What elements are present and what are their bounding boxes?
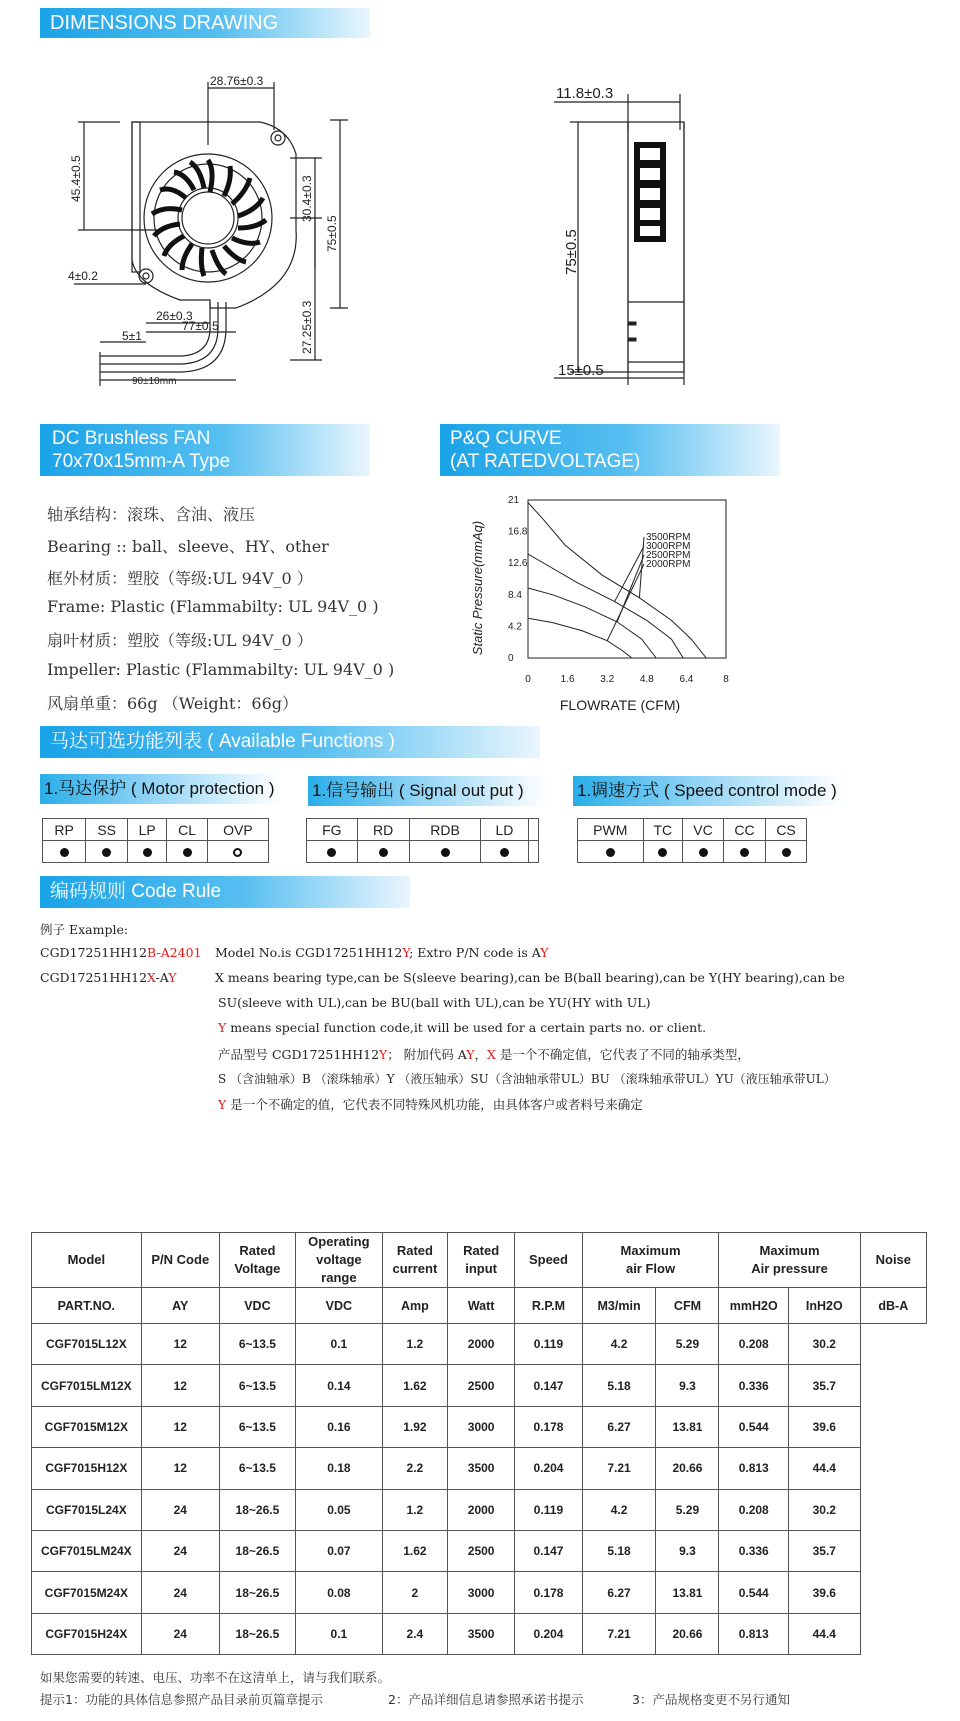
dot-mark [782, 848, 791, 857]
pq-y-tick: 8.4 [508, 589, 522, 601]
value-cell: 5.29 [656, 1489, 719, 1530]
y-rule-line [218, 1020, 706, 1035]
func-item: RP [43, 819, 86, 841]
func-item: CL [167, 819, 208, 841]
spec-frame-cn: 框外材质：塑胶（等级:UL 94V_0 ） [47, 569, 313, 588]
fan-spec-table [31, 1232, 927, 1655]
unit-cell: CFM [656, 1288, 719, 1324]
footer-note-1: 提示1：功能的具体信息参照产品目录前页篇章提示 [40, 1692, 323, 1707]
value-cell: 13.81 [656, 1572, 719, 1613]
footer-note-2: 2：产品详细信息请参照承诺书提示 [388, 1692, 584, 1707]
value-cell: 6~13.5 [219, 1406, 295, 1447]
ex1-desc-part: Y [402, 945, 410, 960]
motor-protection-table [42, 818, 269, 863]
unit-cell: Watt [447, 1288, 514, 1324]
value-cell: 0.813 [719, 1448, 789, 1489]
value-cell: 0.16 [295, 1406, 382, 1447]
dim-26-label: 26±0.3 [156, 309, 193, 323]
spec-impeller-en: Impeller: Plastic (Flammabilty: UL 94V_0 ) [47, 660, 395, 679]
value-cell: 39.6 [788, 1572, 860, 1613]
cn3-part: 是一个不确定的值，它代表不同特殊风机功能，由具体客户或者料号来确定 [226, 1097, 643, 1112]
pq-curve-chart [460, 488, 760, 718]
value-cell: 0.208 [719, 1489, 789, 1530]
dimensions-banner [40, 8, 370, 38]
value-cell: 0.204 [515, 1613, 582, 1654]
pq-x-tick: 6.4 [679, 674, 694, 685]
header-line: input [465, 1261, 498, 1276]
side-height-label: 75±0.5 [563, 229, 580, 275]
table-row [32, 1365, 927, 1406]
dim-height-label: 75±0.5 [325, 215, 339, 252]
cn-rule-line1 [218, 1045, 750, 1063]
pq-title-line2: (AT RATEDVOLTAGE) [450, 451, 641, 472]
dot-mark [500, 848, 509, 857]
value-cell: 7.21 [582, 1448, 656, 1489]
model-cell: CGF7015M24X [32, 1572, 142, 1613]
dot-mark [606, 848, 615, 857]
cn-rule-line2: S （含油轴承）B （滚珠轴承）Y （液压轴承）SU（含油轴承带UL）BU （滚珠轴承带UL）YU（液压轴承带UL） [218, 1072, 836, 1086]
header-line: voltage range [316, 1252, 362, 1285]
dot-mark [143, 848, 152, 857]
cn1-part: ， [474, 1047, 488, 1062]
unit-cell: InH2O [788, 1288, 860, 1324]
value-cell: 13.81 [656, 1406, 719, 1447]
dot-mark [740, 848, 749, 857]
func-item: FG [307, 819, 358, 841]
pq-y-tick: 16.8 [508, 526, 528, 538]
motor-protection-title: 1.马达保护 ( Motor protection ) [40, 774, 280, 804]
value-cell: 0.147 [515, 1365, 582, 1406]
value-cell: 24 [141, 1613, 219, 1654]
value-cell: 2.4 [382, 1613, 447, 1654]
value-cell: 3000 [447, 1406, 514, 1447]
pq-y-tick: 0 [508, 653, 514, 664]
dimensions-title: DIMENSIONS DRAWING [50, 12, 279, 34]
value-cell: 0.08 [295, 1572, 382, 1613]
value-cell: 7.21 [582, 1613, 656, 1654]
value-cell: 0.119 [515, 1489, 582, 1530]
func-item: OVP [207, 819, 268, 841]
pq-x-tick: 0 [525, 674, 531, 685]
model-cell: CGF7015LM24X [32, 1530, 142, 1571]
unit-cell: R.P.M [515, 1288, 582, 1324]
value-cell: 24 [141, 1489, 219, 1530]
cn-rule-line3 [218, 1095, 643, 1113]
value-cell: 1.2 [382, 1324, 447, 1365]
code-rule-title: 编码规则 Code Rule [50, 881, 222, 902]
dim-mid-label: 30.4±0.3 [300, 175, 314, 222]
header-line: Rated [463, 1243, 500, 1258]
unit-cell: Amp [382, 1288, 447, 1324]
y-rule-part: Y [218, 1020, 227, 1035]
cn1-part: 是一个不确定值，它代表了不同的轴承类型， [495, 1047, 750, 1062]
example-2-code [40, 970, 177, 985]
value-cell: 0.1 [295, 1324, 382, 1365]
value-cell: 0.178 [515, 1572, 582, 1613]
func-item [528, 819, 538, 841]
value-cell: 0.05 [295, 1489, 382, 1530]
func-item: TC [643, 819, 683, 841]
example-1-desc [215, 945, 549, 960]
footer-contact: 如果您需要的转速、电压、功率不在这清单上，请与我们联系。 [40, 1670, 391, 1685]
model-cell: CGF7015H12X [32, 1448, 142, 1489]
dim-cable-label: 90±10mm [132, 376, 177, 387]
value-cell: 9.3 [656, 1365, 719, 1406]
value-cell: 5.18 [582, 1365, 656, 1406]
ex1-part: B-A [147, 945, 170, 960]
header-line: Rated [239, 1243, 276, 1258]
x-rule-line2: SU(sleeve with UL),can be BU(ball with UL),can be YU(HY with UL) [218, 995, 651, 1010]
value-cell: 4.2 [582, 1324, 656, 1365]
pq-y-tick: 21 [508, 495, 520, 506]
unit-cell: dB-A [860, 1288, 926, 1324]
value-cell: 0.14 [295, 1365, 382, 1406]
functions-title: 马达可选功能列表 ( Available Functions ) [50, 731, 395, 752]
value-cell: 5.18 [582, 1530, 656, 1571]
dim-hole-label: 4±0.2 [68, 269, 98, 283]
unit-cell: VDC [219, 1288, 295, 1324]
unit-part-no: PART.NO. [32, 1288, 142, 1324]
side-bottom-label: 15±0.5 [558, 362, 604, 379]
func-item: CS [766, 819, 807, 841]
func-item: RD [357, 819, 409, 841]
cn1-part: 产品型号 CGD17251HH12 [218, 1047, 380, 1062]
value-cell: 44.4 [788, 1613, 860, 1654]
value-cell: 12 [141, 1324, 219, 1365]
value-cell: 20.66 [656, 1448, 719, 1489]
header-line: current [392, 1261, 438, 1276]
value-cell: 2000 [447, 1489, 514, 1530]
pq-legend-3500RPM: 3500RPM [646, 532, 691, 543]
value-cell: 30.2 [788, 1489, 860, 1530]
value-cell: 39.6 [788, 1406, 860, 1447]
value-cell: 2500 [447, 1365, 514, 1406]
header-rated-voltage [219, 1233, 295, 1288]
header-noise: Noise [860, 1233, 926, 1288]
ex1-desc-part: Y [540, 945, 549, 960]
header-airpressure [719, 1233, 860, 1288]
pq-legend-3000RPM: 3000RPM [646, 541, 691, 552]
model-cell: CGF7015H24X [32, 1613, 142, 1654]
value-cell: 0.204 [515, 1448, 582, 1489]
dot-mark [658, 848, 667, 857]
pq-y-tick: 12.6 [508, 558, 528, 570]
value-cell: 2 [382, 1572, 447, 1613]
value-cell: 3500 [447, 1448, 514, 1489]
header-line: Maximum [620, 1243, 681, 1258]
speed-control-table [577, 818, 807, 863]
signal-output-table [306, 818, 539, 863]
value-cell: 0.208 [719, 1324, 789, 1365]
ex1-part: 2401 [169, 945, 202, 960]
header-line: Voltage [234, 1261, 281, 1276]
pq-series-line-2500RPM [528, 588, 656, 658]
pq-legend-2000RPM: 2000RPM [646, 559, 691, 570]
model-cell: CGF7015L12X [32, 1324, 142, 1365]
value-cell: 9.3 [656, 1530, 719, 1571]
header-line: air Flow [625, 1261, 676, 1276]
header-line: Operating [308, 1234, 370, 1249]
pq-leader-line [607, 564, 644, 641]
spec-bearing-cn: 轴承结构：滚珠、含油、液压 [47, 505, 256, 524]
value-cell: 6~13.5 [219, 1448, 295, 1489]
pq-x-tick: 4.8 [639, 674, 654, 685]
value-cell: 20.66 [656, 1613, 719, 1654]
pq-series-line-2000RPM [528, 618, 632, 658]
header-rated-input [447, 1233, 514, 1288]
pq-y-axis-label: Static Pressure(mmAq) [470, 520, 485, 656]
table-row [32, 1324, 927, 1365]
dim-2725-label: 27.25±0.3 [300, 300, 314, 354]
ex1-part: CGD17251HH12 [40, 945, 148, 960]
value-cell: 24 [141, 1530, 219, 1571]
header-airflow [582, 1233, 719, 1288]
table-row [32, 1572, 927, 1613]
value-cell: 35.7 [788, 1365, 860, 1406]
value-cell: 0.544 [719, 1572, 789, 1613]
spec-impeller-cn: 扇叶材质：塑胶（等级:UL 94V_0 ） [47, 631, 313, 650]
fan-title-banner [40, 424, 370, 476]
table-row [32, 1406, 927, 1447]
ex2-part: CGD17251HH12 [40, 970, 148, 985]
ex2-part: Y [168, 970, 177, 985]
dim-top-label: 28.76±0.3 [210, 74, 264, 88]
unit-cell: mmH2O [719, 1288, 789, 1324]
value-cell: 0.18 [295, 1448, 382, 1489]
header-line: Rated [396, 1243, 433, 1258]
cn3-part: Y [218, 1097, 227, 1112]
value-cell: 6~13.5 [219, 1324, 295, 1365]
pq-series-line-3500RPM [528, 503, 706, 658]
cn1-part: X [487, 1047, 496, 1062]
code-rule-banner [40, 876, 410, 908]
func-item: LP [128, 819, 167, 841]
pq-x-tick: 1.6 [560, 674, 575, 685]
value-cell: 18~26.5 [219, 1530, 295, 1571]
dot-mark [102, 848, 111, 857]
spec-bearing-en: Bearing :: ball、sleeve、HY、other [47, 537, 329, 556]
value-cell: 18~26.5 [219, 1489, 295, 1530]
value-cell: 1.62 [382, 1365, 447, 1406]
value-cell: 44.4 [788, 1448, 860, 1489]
value-cell: 0.147 [515, 1530, 582, 1571]
value-cell: 1.2 [382, 1489, 447, 1530]
value-cell: 0.1 [295, 1613, 382, 1654]
fan-title-line1: DC Brushless FAN [52, 428, 211, 449]
header-line: Maximum [759, 1243, 820, 1258]
table-row [32, 1448, 927, 1489]
example-label: 例子 Example: [40, 922, 129, 937]
value-cell: 4.2 [582, 1489, 656, 1530]
func-item: VC [683, 819, 724, 841]
value-cell: 18~26.5 [219, 1572, 295, 1613]
fan-side-drawing [550, 80, 710, 390]
dot-mark [699, 848, 708, 857]
value-cell: 12 [141, 1448, 219, 1489]
value-cell: 0.178 [515, 1406, 582, 1447]
speed-control-title: 1.调速方式 ( Speed control mode ) [573, 776, 843, 806]
value-cell: 1.92 [382, 1406, 447, 1447]
value-cell: 5.29 [656, 1324, 719, 1365]
value-cell: 2.2 [382, 1448, 447, 1489]
dot-mark [441, 848, 450, 857]
footer-note-3: 3：产品规格变更不另行通知 [632, 1692, 790, 1707]
dim-77-label: 77±0.5 [182, 319, 219, 333]
value-cell: 0.119 [515, 1324, 582, 1365]
value-cell: 0.813 [719, 1613, 789, 1654]
pq-title-line1: P&Q CURVE [450, 428, 562, 449]
ex1-desc-part: ; Extro P/N code is A [409, 945, 541, 960]
cn1-part: Y [466, 1047, 475, 1062]
x-rule-line1: X means bearing type,can be S(sleeve bearing),can be B(ball bearing),can be Y(HY bearing),can be [215, 970, 845, 985]
value-cell: 0.336 [719, 1530, 789, 1571]
pq-x-tick: 3.2 [600, 674, 615, 685]
value-cell: 2000 [447, 1324, 514, 1365]
header-rated-current [382, 1233, 447, 1288]
model-cell: CGF7015M12X [32, 1406, 142, 1447]
value-cell: 6.27 [582, 1406, 656, 1447]
func-item: SS [86, 819, 128, 841]
func-item: PWM [578, 819, 644, 841]
dot-mark [183, 848, 192, 857]
side-top-label: 11.8±0.3 [556, 85, 614, 102]
pq-x-axis-label: FLOWRATE (CFM) [559, 697, 681, 713]
value-cell: 0.544 [719, 1406, 789, 1447]
value-cell: 3000 [447, 1572, 514, 1613]
example-1-code [40, 945, 202, 960]
ring-mark [233, 848, 242, 857]
value-cell: 3500 [447, 1613, 514, 1654]
value-cell: 6.27 [582, 1572, 656, 1613]
value-cell: 35.7 [788, 1530, 860, 1571]
value-cell: 18~26.5 [219, 1613, 295, 1654]
value-cell: 30.2 [788, 1324, 860, 1365]
unit-cell: M3/min [582, 1288, 656, 1324]
y-rule-part: means special function code,it will be used for a certain parts no. or client. [226, 1020, 707, 1035]
func-item: CC [723, 819, 765, 841]
dot-mark [327, 848, 336, 857]
pn-code-cell: AY [141, 1288, 219, 1324]
functions-banner [40, 726, 540, 758]
value-cell: 1.62 [382, 1530, 447, 1571]
model-cell: CGF7015LM12X [32, 1365, 142, 1406]
fan-title-line2: 70x70x15mm-A Type [52, 451, 231, 472]
dim-left-label: 45.4±0.5 [69, 155, 83, 202]
header-speed: Speed [515, 1233, 582, 1288]
value-cell: 12 [141, 1406, 219, 1447]
cn1-part: ； 附加代码 A [387, 1047, 467, 1062]
table-row [32, 1613, 927, 1654]
dot-mark [379, 848, 388, 857]
cn1-part: Y [379, 1047, 388, 1062]
func-item: RDB [409, 819, 480, 841]
pq-leader-line [639, 537, 644, 598]
pq-x-tick: 8 [723, 674, 729, 685]
value-cell: 12 [141, 1365, 219, 1406]
func-item: LD [481, 819, 528, 841]
signal-output-title: 1.信号输出 ( Signal out put ) [308, 776, 548, 806]
ex2-part: -A [155, 970, 169, 985]
unit-cell: VDC [295, 1288, 382, 1324]
model-cell: CGF7015L24X [32, 1489, 142, 1530]
value-cell: 2500 [447, 1530, 514, 1571]
value-cell: 0.07 [295, 1530, 382, 1571]
header-line: Air pressure [751, 1261, 828, 1276]
table-row [32, 1530, 927, 1571]
spec-frame-en: Frame: Plastic (Flammabilty: UL 94V_0 ) [47, 597, 379, 616]
value-cell: 6~13.5 [219, 1365, 295, 1406]
dim-5-label: 5±1 [122, 329, 142, 343]
pq-y-tick: 4.2 [508, 621, 522, 633]
pq-legend-2500RPM: 2500RPM [646, 550, 691, 561]
spec-weight: 风扇单重：66g （Weight：66g） [47, 694, 298, 713]
header-operating-voltage [295, 1233, 382, 1288]
header-pn-code: P/N Code [141, 1233, 219, 1288]
ex1-desc-part: Model No.is CGD17251HH12 [215, 945, 403, 960]
header-model: Model [32, 1233, 142, 1288]
value-cell: 24 [141, 1572, 219, 1613]
table-row [32, 1489, 927, 1530]
dot-mark [60, 848, 69, 857]
fan-front-drawing [60, 70, 380, 400]
value-cell: 0.336 [719, 1365, 789, 1406]
ex2-part: X [147, 970, 156, 985]
pq-title-banner [440, 424, 780, 476]
